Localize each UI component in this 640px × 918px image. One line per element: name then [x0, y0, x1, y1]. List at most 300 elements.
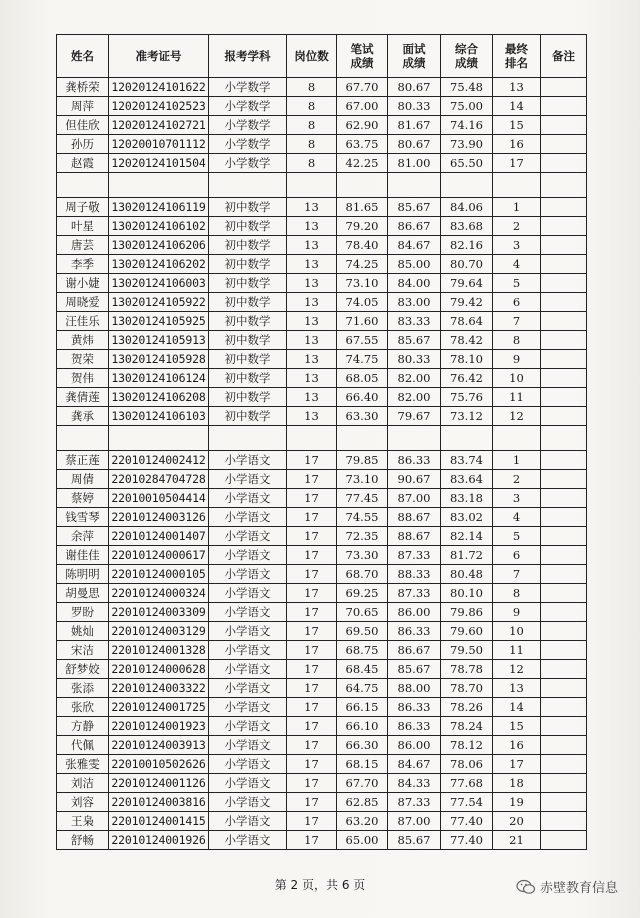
cell-total-score: 82.14: [441, 527, 493, 546]
table-header-row: [57, 35, 587, 78]
cell-interview-score: 80.33: [388, 97, 441, 116]
cell-posts: 13: [287, 255, 337, 274]
table-row: [57, 135, 587, 154]
cell-name: 贺荣: [57, 350, 109, 369]
table-row: [57, 793, 587, 812]
cell-note: [541, 369, 587, 388]
cell-final-rank: 6: [493, 293, 541, 312]
cell-name: 陈明明: [57, 565, 109, 584]
cell-total-score: 78.64: [441, 312, 493, 331]
table-row: [57, 489, 587, 508]
cell-total-score: 75.00: [441, 97, 493, 116]
cell-posts: 17: [287, 698, 337, 717]
cell-name: 周晓爱: [57, 293, 109, 312]
cell-posts: 17: [287, 451, 337, 470]
cell-name: 谢小婕: [57, 274, 109, 293]
cell-final-rank: 12: [493, 407, 541, 426]
cell-name: 周萍: [57, 97, 109, 116]
cell-note: [541, 255, 587, 274]
cell-total-score: 83.68: [441, 217, 493, 236]
cell-name: 汪佳乐: [57, 312, 109, 331]
cell-note: [541, 350, 587, 369]
header-written-score: [337, 35, 388, 78]
cell-name: 姚灿: [57, 622, 109, 641]
cell-subject: 小学语文: [209, 546, 287, 565]
cell-posts: 13: [287, 350, 337, 369]
cell-posts: 13: [287, 293, 337, 312]
cell-final-rank: 14: [493, 698, 541, 717]
cell-name: 宋洁: [57, 641, 109, 660]
empty-cell: [109, 426, 209, 451]
cell-final-rank: 6: [493, 546, 541, 565]
cell-posts: 8: [287, 135, 337, 154]
cell-total-score: 83.02: [441, 508, 493, 527]
cell-interview-score: 83.33: [388, 312, 441, 331]
header-written-score-text: 笔试成绩: [350, 42, 374, 70]
cell-interview-score: 88.33: [388, 565, 441, 584]
cell-name: 罗盼: [57, 603, 109, 622]
cell-note: [541, 451, 587, 470]
cell-final-rank: 11: [493, 388, 541, 407]
cell-total-score: 79.60: [441, 622, 493, 641]
cell-written-score: 66.10: [337, 717, 388, 736]
cell-total-score: 80.48: [441, 565, 493, 584]
cell-subject: 小学数学: [209, 116, 287, 135]
cell-final-rank: 15: [493, 717, 541, 736]
cell-final-rank: 11: [493, 641, 541, 660]
empty-cell: [287, 426, 337, 451]
cell-name: 王枭: [57, 812, 109, 831]
cell-subject: 小学语文: [209, 603, 287, 622]
cell-final-rank: 9: [493, 603, 541, 622]
cell-total-score: 74.16: [441, 116, 493, 135]
cell-name: 贺伟: [57, 369, 109, 388]
table-row: [57, 603, 587, 622]
cell-posts: 17: [287, 470, 337, 489]
cell-exam-id: 22010124001926: [109, 831, 209, 850]
cell-note: [541, 217, 587, 236]
cell-posts: 17: [287, 546, 337, 565]
header-total-score: [441, 35, 493, 78]
cell-final-rank: 15: [493, 116, 541, 135]
table-row: [57, 470, 587, 489]
cell-posts: 17: [287, 793, 337, 812]
cell-interview-score: 85.67: [388, 660, 441, 679]
cell-posts: 13: [287, 312, 337, 331]
header-subject: 报考学科: [209, 35, 287, 78]
cell-final-rank: 13: [493, 78, 541, 97]
cell-interview-score: 80.67: [388, 78, 441, 97]
cell-total-score: 83.18: [441, 489, 493, 508]
cell-note: [541, 78, 587, 97]
cell-subject: 小学数学: [209, 97, 287, 116]
cell-total-score: 75.76: [441, 388, 493, 407]
cell-exam-id: 22010124003129: [109, 622, 209, 641]
cell-name: 钱雪琴: [57, 508, 109, 527]
cell-subject: 小学语文: [209, 660, 287, 679]
cell-final-rank: 2: [493, 470, 541, 489]
cell-note: [541, 793, 587, 812]
table-row: [57, 369, 587, 388]
table-row: [57, 154, 587, 173]
table-row: [57, 679, 587, 698]
cell-interview-score: 86.00: [388, 736, 441, 755]
table-row: [57, 451, 587, 470]
cell-exam-id: 12020010701112: [109, 135, 209, 154]
cell-note: [541, 388, 587, 407]
cell-interview-score: 87.00: [388, 489, 441, 508]
cell-total-score: 81.72: [441, 546, 493, 565]
cell-posts: 17: [287, 736, 337, 755]
cell-total-score: 75.48: [441, 78, 493, 97]
cell-written-score: 71.60: [337, 312, 388, 331]
cell-written-score: 67.00: [337, 97, 388, 116]
cell-written-score: 73.10: [337, 470, 388, 489]
cell-written-score: 67.70: [337, 78, 388, 97]
cell-final-rank: 21: [493, 831, 541, 850]
cell-subject: 初中数学: [209, 255, 287, 274]
cell-interview-score: 82.00: [388, 388, 441, 407]
cell-exam-id: 12020124102523: [109, 97, 209, 116]
header-final-rank-text: 最终排名: [504, 42, 528, 70]
cell-posts: 13: [287, 236, 337, 255]
cell-note: [541, 508, 587, 527]
empty-cell: [109, 173, 209, 198]
cell-posts: 17: [287, 774, 337, 793]
cell-posts: 17: [287, 603, 337, 622]
cell-name: 龚桥荣: [57, 78, 109, 97]
cell-exam-id: 22010284704728: [109, 470, 209, 489]
table-row: [57, 622, 587, 641]
cell-exam-id: 22010124001415: [109, 812, 209, 831]
cell-note: [541, 407, 587, 426]
cell-note: [541, 489, 587, 508]
cell-subject: 小学语文: [209, 470, 287, 489]
cell-posts: 8: [287, 78, 337, 97]
cell-subject: 小学语文: [209, 736, 287, 755]
cell-total-score: 78.78: [441, 660, 493, 679]
cell-subject: 小学数学: [209, 154, 287, 173]
empty-cell: [493, 426, 541, 451]
cell-posts: 8: [287, 154, 337, 173]
cell-written-score: 66.30: [337, 736, 388, 755]
cell-written-score: 67.55: [337, 331, 388, 350]
cell-exam-id: 22010124002412: [109, 451, 209, 470]
empty-cell: [209, 426, 287, 451]
cell-final-rank: 8: [493, 331, 541, 350]
cell-subject: 初中数学: [209, 312, 287, 331]
cell-posts: 8: [287, 97, 337, 116]
cell-final-rank: 17: [493, 755, 541, 774]
header-posts: 岗位数: [287, 35, 337, 78]
cell-exam-id: 22010124003309: [109, 603, 209, 622]
cell-note: [541, 527, 587, 546]
cell-exam-id: 13020124106103: [109, 407, 209, 426]
empty-cell: [337, 173, 388, 198]
cell-exam-id: 22010124001126: [109, 774, 209, 793]
cell-final-rank: 17: [493, 154, 541, 173]
cell-final-rank: 19: [493, 793, 541, 812]
cell-interview-score: 82.00: [388, 369, 441, 388]
cell-total-score: 80.70: [441, 255, 493, 274]
cell-total-score: 80.10: [441, 584, 493, 603]
cell-exam-id: 22010010502626: [109, 755, 209, 774]
header-name: 姓名: [57, 35, 109, 78]
cell-interview-score: 90.67: [388, 470, 441, 489]
cell-posts: 17: [287, 755, 337, 774]
table-row: [57, 78, 587, 97]
cell-subject: 小学语文: [209, 793, 287, 812]
cell-subject: 初中数学: [209, 274, 287, 293]
cell-note: [541, 565, 587, 584]
cell-interview-score: 86.67: [388, 217, 441, 236]
table-row: [57, 508, 587, 527]
cell-exam-id: 13020124106124: [109, 369, 209, 388]
watermark-text: 赤壁教育信息: [539, 881, 618, 896]
cell-note: [541, 679, 587, 698]
cell-note: [541, 236, 587, 255]
cell-exam-id: 13020124106202: [109, 255, 209, 274]
cell-subject: 小学语文: [209, 641, 287, 660]
cell-posts: 17: [287, 565, 337, 584]
cell-final-rank: 12: [493, 660, 541, 679]
cell-posts: 13: [287, 331, 337, 350]
cell-interview-score: 81.67: [388, 116, 441, 135]
table-row: [57, 198, 587, 217]
cell-name: 余萍: [57, 527, 109, 546]
cell-written-score: 68.75: [337, 641, 388, 660]
cell-note: [541, 274, 587, 293]
empty-cell: [209, 173, 287, 198]
group-separator-row: [57, 426, 587, 451]
cell-total-score: 78.70: [441, 679, 493, 698]
cell-posts: 13: [287, 217, 337, 236]
cell-name: 周子敬: [57, 198, 109, 217]
cell-posts: 17: [287, 622, 337, 641]
cell-name: 张添: [57, 679, 109, 698]
cell-written-score: 42.25: [337, 154, 388, 173]
cell-interview-score: 81.00: [388, 154, 441, 173]
cell-name: 谢佳佳: [57, 546, 109, 565]
cell-posts: 13: [287, 369, 337, 388]
empty-cell: [388, 173, 441, 198]
cell-total-score: 78.42: [441, 331, 493, 350]
cell-written-score: 68.70: [337, 565, 388, 584]
cell-total-score: 77.54: [441, 793, 493, 812]
cell-final-rank: 2: [493, 217, 541, 236]
cell-note: [541, 603, 587, 622]
cell-exam-id: 22010124000628: [109, 660, 209, 679]
cell-subject: 小学语文: [209, 489, 287, 508]
table-row: [57, 407, 587, 426]
cell-final-rank: 1: [493, 451, 541, 470]
page-number: 第 2 页，共 6 页: [274, 878, 366, 892]
cell-interview-score: 84.67: [388, 755, 441, 774]
cell-total-score: 73.90: [441, 135, 493, 154]
table-row: [57, 274, 587, 293]
cell-written-score: 66.15: [337, 698, 388, 717]
cell-exam-id: 13020124106102: [109, 217, 209, 236]
table-row: [57, 641, 587, 660]
cell-note: [541, 331, 587, 350]
empty-cell: [493, 173, 541, 198]
cell-final-rank: 7: [493, 312, 541, 331]
cell-interview-score: 86.33: [388, 717, 441, 736]
cell-interview-score: 86.00: [388, 603, 441, 622]
cell-exam-id: 22010124000324: [109, 584, 209, 603]
cell-exam-id: 12020124102721: [109, 116, 209, 135]
table-row: [57, 236, 587, 255]
cell-note: [541, 198, 587, 217]
cell-written-score: 67.70: [337, 774, 388, 793]
empty-cell: [388, 426, 441, 451]
cell-exam-id: 22010124003322: [109, 679, 209, 698]
cell-written-score: 65.00: [337, 831, 388, 850]
cell-note: [541, 660, 587, 679]
cell-subject: 初中数学: [209, 388, 287, 407]
cell-interview-score: 86.33: [388, 698, 441, 717]
cell-posts: 17: [287, 527, 337, 546]
cell-name: 张欣: [57, 698, 109, 717]
cell-exam-id: 13020124105925: [109, 312, 209, 331]
cell-interview-score: 85.67: [388, 831, 441, 850]
cell-written-score: 73.30: [337, 546, 388, 565]
cell-total-score: 65.50: [441, 154, 493, 173]
cell-note: [541, 831, 587, 850]
cell-written-score: 77.45: [337, 489, 388, 508]
watermark: [516, 877, 618, 896]
cell-exam-id: 22010124001923: [109, 717, 209, 736]
empty-cell: [441, 173, 493, 198]
empty-cell: [57, 173, 109, 198]
cell-final-rank: 9: [493, 350, 541, 369]
cell-posts: 17: [287, 660, 337, 679]
cell-final-rank: 16: [493, 135, 541, 154]
cell-final-rank: 20: [493, 812, 541, 831]
cell-written-score: 74.55: [337, 508, 388, 527]
cell-interview-score: 87.33: [388, 793, 441, 812]
cell-final-rank: 1: [493, 198, 541, 217]
cell-exam-id: 22010124001328: [109, 641, 209, 660]
cell-note: [541, 698, 587, 717]
cell-written-score: 78.40: [337, 236, 388, 255]
cell-written-score: 62.90: [337, 116, 388, 135]
cell-interview-score: 80.67: [388, 135, 441, 154]
cell-exam-id: 22010124003816: [109, 793, 209, 812]
empty-cell: [337, 426, 388, 451]
cell-name: 叶星: [57, 217, 109, 236]
cell-note: [541, 584, 587, 603]
cell-written-score: 63.20: [337, 812, 388, 831]
cell-total-score: 78.26: [441, 698, 493, 717]
cell-name: 刘洁: [57, 774, 109, 793]
group-separator-row: [57, 173, 587, 198]
cell-name: 舒梦姣: [57, 660, 109, 679]
cell-written-score: 68.45: [337, 660, 388, 679]
cell-name: 唐芸: [57, 236, 109, 255]
wechat-icon: [516, 879, 536, 895]
empty-cell: [441, 426, 493, 451]
cell-name: 但佳欣: [57, 116, 109, 135]
cell-final-rank: 13: [493, 679, 541, 698]
cell-interview-score: 84.33: [388, 774, 441, 793]
cell-interview-score: 86.33: [388, 622, 441, 641]
cell-total-score: 84.06: [441, 198, 493, 217]
cell-posts: 13: [287, 388, 337, 407]
table-row: [57, 565, 587, 584]
cell-note: [541, 641, 587, 660]
cell-name: 周倩: [57, 470, 109, 489]
cell-posts: 17: [287, 584, 337, 603]
cell-final-rank: 10: [493, 622, 541, 641]
cell-name: 黄炜: [57, 331, 109, 350]
table-row: [57, 584, 587, 603]
cell-total-score: 77.40: [441, 812, 493, 831]
cell-name: 方静: [57, 717, 109, 736]
table-row: [57, 774, 587, 793]
cell-written-score: 79.85: [337, 451, 388, 470]
cell-subject: 小学语文: [209, 584, 287, 603]
cell-name: 龚倩莲: [57, 388, 109, 407]
cell-written-score: 74.25: [337, 255, 388, 274]
cell-interview-score: 86.67: [388, 641, 441, 660]
cell-note: [541, 135, 587, 154]
cell-subject: 小学语文: [209, 622, 287, 641]
cell-interview-score: 80.33: [388, 350, 441, 369]
table-row: [57, 812, 587, 831]
cell-exam-id: 22010124000617: [109, 546, 209, 565]
cell-interview-score: 84.00: [388, 274, 441, 293]
cell-name: 龚承: [57, 407, 109, 426]
cell-exam-id: 13020124105928: [109, 350, 209, 369]
table-row: [57, 97, 587, 116]
cell-written-score: 66.40: [337, 388, 388, 407]
cell-interview-score: 83.00: [388, 293, 441, 312]
table-row: [57, 255, 587, 274]
cell-posts: 13: [287, 274, 337, 293]
cell-posts: 17: [287, 489, 337, 508]
cell-written-score: 63.75: [337, 135, 388, 154]
table-row: [57, 660, 587, 679]
cell-exam-id: 13020124106119: [109, 198, 209, 217]
table-row: [57, 116, 587, 135]
cell-written-score: 79.20: [337, 217, 388, 236]
cell-interview-score: 86.33: [388, 451, 441, 470]
cell-written-score: 68.15: [337, 755, 388, 774]
cell-written-score: 74.05: [337, 293, 388, 312]
cell-exam-id: 22010010504414: [109, 489, 209, 508]
cell-written-score: 69.50: [337, 622, 388, 641]
table-row: [57, 698, 587, 717]
cell-total-score: 78.12: [441, 736, 493, 755]
cell-subject: 小学语文: [209, 565, 287, 584]
cell-subject: 小学语文: [209, 698, 287, 717]
cell-exam-id: 12020124101504: [109, 154, 209, 173]
table-body: [57, 78, 587, 850]
cell-note: [541, 755, 587, 774]
cell-note: [541, 293, 587, 312]
cell-total-score: 82.16: [441, 236, 493, 255]
cell-note: [541, 312, 587, 331]
cell-subject: 初中数学: [209, 369, 287, 388]
cell-subject: 初中数学: [209, 407, 287, 426]
cell-total-score: 83.74: [441, 451, 493, 470]
cell-name: 蔡正莲: [57, 451, 109, 470]
cell-written-score: 68.05: [337, 369, 388, 388]
cell-subject: 初中数学: [209, 331, 287, 350]
table-row: [57, 755, 587, 774]
cell-final-rank: 3: [493, 489, 541, 508]
